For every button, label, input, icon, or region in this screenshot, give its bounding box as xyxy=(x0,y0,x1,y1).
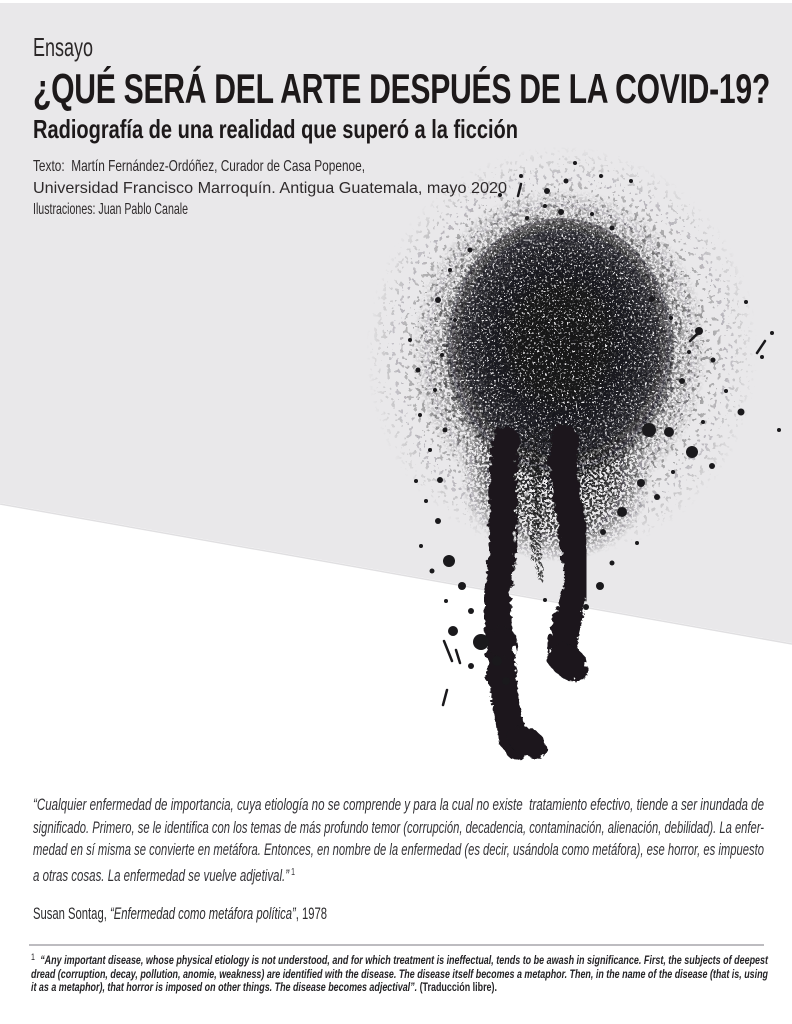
article-header xyxy=(33,34,770,221)
attribution-author: Susan Sontag, xyxy=(33,905,110,923)
pull-quote xyxy=(33,794,764,885)
footnote-line: “Any important disease, whose physical etiology is not understood, and for which treatment is ineffectual, tends to be awash in significance. First, the subjects of deepest xyxy=(40,953,769,967)
kicker: Ensayo xyxy=(33,32,94,62)
attribution-year: , 1978 xyxy=(295,905,328,923)
footnote-line: it as a metaphor), that horror is imposed on other things. The disease becomes adjectival”. xyxy=(31,980,418,995)
footnote-suffix: (Traducción libre). xyxy=(417,980,497,995)
footnote xyxy=(31,951,769,995)
byline-line-1: Texto: Martín Fernández-Ordóñez, Curador de Casa Popenoe, xyxy=(33,158,366,175)
quote-line: a otras cosas. La enfermedad se vuelve adjetival.” $^1$ xyxy=(33,867,295,886)
quote-line: “Cualquier enfermedad de importancia, cuya etiología no se comprende y para la cual no existe tratamiento efectivo, tiende a ser inundada de xyxy=(33,796,765,814)
attribution-work: “Enfermedad como metáfora política” xyxy=(109,905,296,923)
byline-line-2: Universidad Francisco Marroquín. Antigua Guatemala, mayo 2020 xyxy=(33,179,507,197)
page-subtitle: Radiografía de una realidad que superó a la ficción xyxy=(33,114,518,144)
footnote-marker: 1 xyxy=(31,952,35,963)
byline-line-3: Ilustraciones: Juan Pablo Canale xyxy=(33,201,188,218)
quote-line: significado. Primero, se le identifica con los temas de más profundo temor (corrupción, decadencia, contaminación, alienación, debilidad). La enfer- xyxy=(33,818,765,837)
attribution xyxy=(33,903,327,925)
footnote-line: dread (corruption, decay, pollution, anomie, weakness) are identified with the disease. The disease itself becomes a metaphor. Then, in the name of the disease (that is, using xyxy=(31,966,769,981)
page-title: ¿QUÉ SERÁ DEL ARTE DESPUÉS DE LA COVID-19? xyxy=(33,65,770,112)
byline xyxy=(33,156,770,221)
quote-superscript: 1 xyxy=(291,867,295,879)
quote-line: medad en sí misma se convierte en metáfora. Entonces, en nombre de la enfermedad (es decir, usándola como metáfora), ese horror, es impuesto xyxy=(33,841,764,860)
footnote-divider xyxy=(29,944,764,946)
